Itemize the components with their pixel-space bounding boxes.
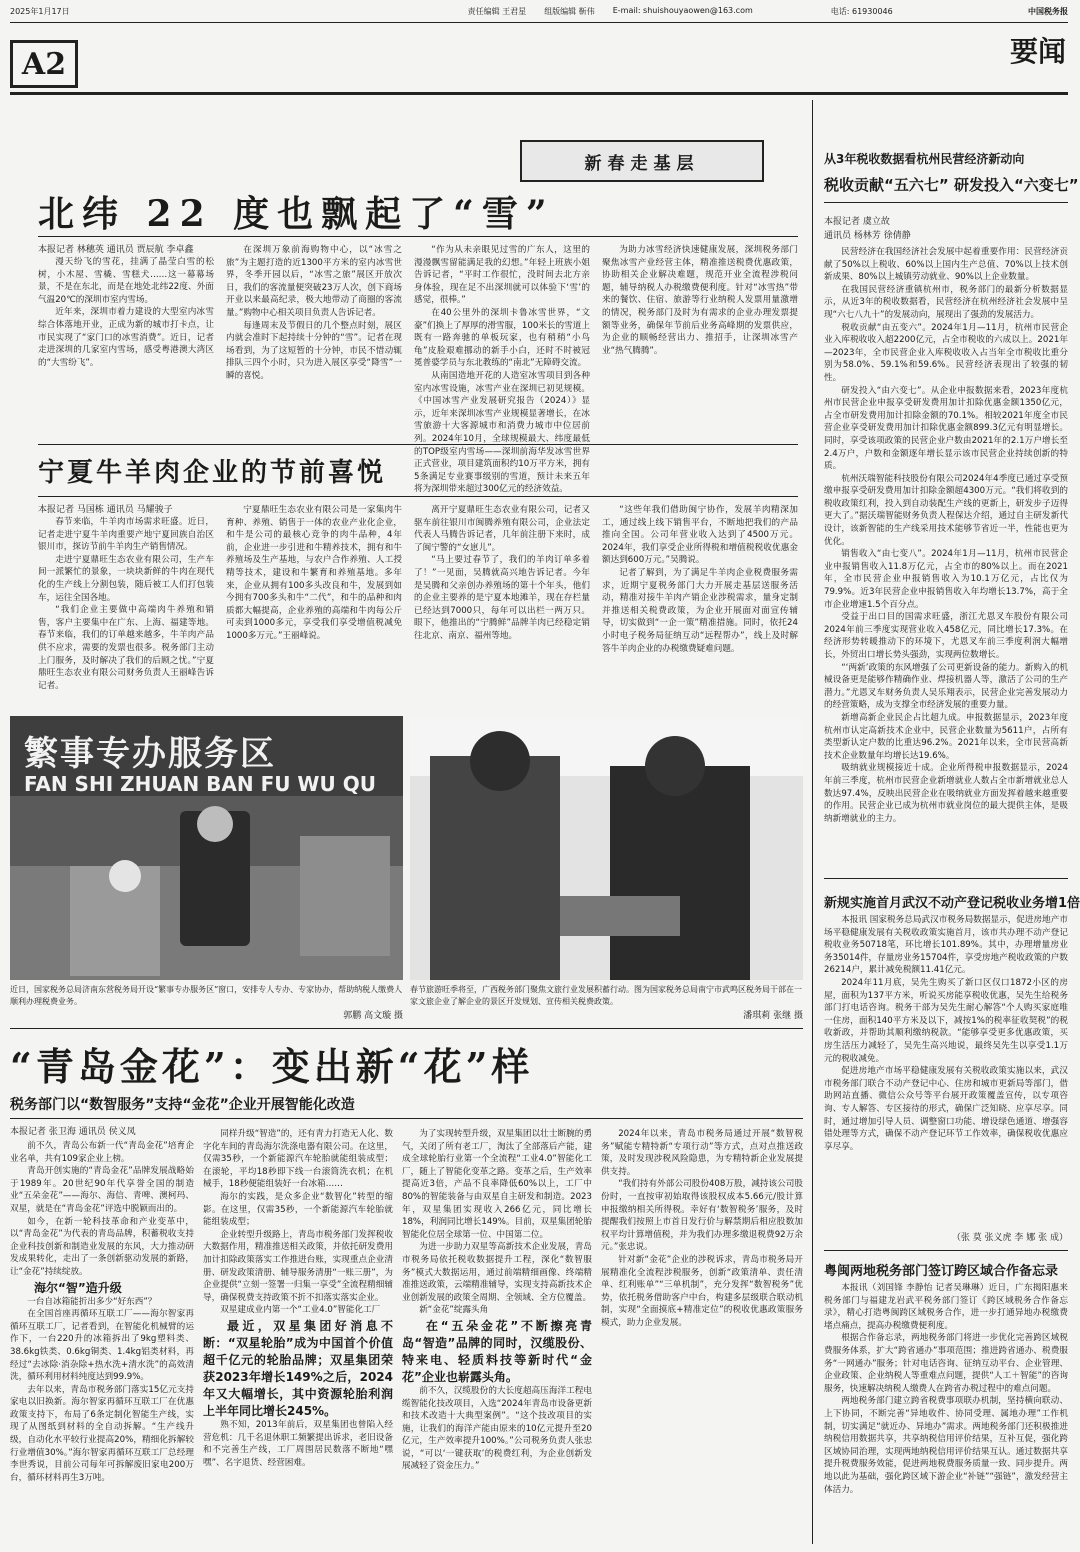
side2-para: 促进房地产市场平稳健康发展有关税收政策实施以来，武汉市税务部门联合不动产登记中心、住房和城市更新局等部门，借助网站直播、微信公众号等平台展开政策覆盖宣传，以专项咨询、专人解答、专区接待的形式，确保广泛知晓、应享尽享。同时，通过增加引导人员、调整窗口功能、增设绿色通道、增强容错处理等方式，确保不动产登记环节工作效率，确保税收优惠应享尽享。: [824, 1066, 1068, 1152]
photo-tax-officer: [410, 716, 803, 980]
photo-service-hall: [10, 716, 403, 980]
article3-para: 新“金花”绽露头角: [419, 1305, 489, 1316]
page-number: A2: [10, 40, 78, 88]
newspaper-name: 中国税务报: [1028, 7, 1068, 16]
article3-col3: [402, 1128, 592, 1544]
article3-para: 一台自冰箱能折出多少“好东西”？: [27, 1296, 157, 1307]
side1-para: 杭州沃瑞智能科技股份有限公司2024年4季度已通过享受预缴申报享受研发费用加计扣除金额超4300万元。“我们将收到的税收政策红利，投入到自动装配生产线的更新上，研发步子迈得更大了。”据沃瑞智能财务负责人程保达介绍，通过自主研发新代设计，该新智能的生产线采用技术能够节省近一半，性能也更为优化。: [824, 473, 1068, 547]
article1-col2: [226, 244, 402, 434]
side3-para: 根据合作备忘录，两地税务部门将进一步优化完善跨区域税费服务体系，扩大“跨省通办”事项范围；推进跨省通办、税费服务“一网通办”服务；针对电话咨询、征纳互动平台、企业管理、企业政策、企业纳税人等重难点问题，提供“人工＋智能”的咨询服务，快速解决纳税人缴费人在跨省办税过程中的难点问题。: [824, 1333, 1068, 1394]
header-designer: 组版编辑 靳伟: [544, 7, 595, 16]
article2-para: 离开宁夏鼎旺生态农业有限公司，记者又驱车前往银川市闽腾养殖有限公司，企业法定代表人马腾告诉记者，几年前注册下来时，成了闽宁警的“女崽儿”。: [414, 505, 590, 553]
article1-byline: 本报记者 林穗英 通讯员 贾辰航 李卓鑫: [38, 245, 194, 255]
article3-para: 企业转型升级路上，青岛市税务部门发挥税收大数据作用，精准推送相关政策，并依托研发费用加计扣除政策落实工作推进台账，实现重点企业清册、研发政策清册、辅导服务清册“一账三册”，为企业提供“立刻一签署一归集一享受”全流程精细辅导，确保税费支持政策不折不扣落实落实企业。: [203, 1229, 393, 1303]
side1-para: 受益于出口目的国需求旺盛，浙江尤恩叉车股份有限公司2024年前三季度实现营业收入458亿元，同比增长17.3%。在经济形势转暖推动下的环境下，尤恩叉车前三季度利润大幅增长，外贸出口增长势头强劲，实现两位数增长。: [824, 612, 1068, 660]
article3-para: 为进一步助力双星等高新技术企业发展，青岛市税务局依托税收数据提升工程，深化“数智服务”模式大数据运用，通过前端精细画像、终端精准推送政策，云端精准辅导，实现支持高新技术企业创新发展的政策全周期、全领域、全方位覆盖。: [402, 1242, 592, 1303]
issue-date: 2025年1月17日: [10, 7, 70, 16]
article1-col1: [38, 256, 214, 434]
side1-para: 研发投入“由六变七”。从企业申报数据来看，2023年度杭州市民营企业申报享受研发费用加计扣除优惠金额1350亿元，占全市研发费用加计扣除金额的70.1%。相较2021年度全市民营企业享受研发费用加计扣除优惠金额899.3亿元有明显增长。同时，享受该项政策的民营企业户数由2021年的2.1万户增长至2.4万户，户数和金额逐年增长显示该市民营企业持续创新的特质。: [824, 385, 1068, 472]
side1-kicker: 从3年税收数据看杭州民营经济新动向: [824, 152, 1025, 166]
article1-rule: [38, 236, 798, 237]
article2-title: 宁夏牛羊肉企业的节前喜悦: [38, 458, 387, 488]
header-email: E-mail: shuishouyaowen@163.com: [612, 6, 753, 15]
masthead-rule: [10, 92, 1068, 95]
side2-credit: （张 莫 张义虎 李 娜 张 成）: [951, 1233, 1068, 1243]
article3-title: “青岛金花”：变出新“花”样: [10, 1044, 534, 1089]
article3-para: 如今，在新一轮科技革命和产业变革中，以“青岛金花”为代表的青岛品牌，积蓄税收支持企业科技创新和制造业发展的东风，大力推动研发成果转化，走出了一条创新驱动发展的新路，让“金花”持续绽放。: [10, 1216, 194, 1277]
article3-para: 青岛开创实施的“青岛金花”品牌发展战略始于1989年。20世纪90年代享誉全国的制造业“五朵金花”——海尔、海信、青啤、澳柯玛、双星，就是在“青岛金花”评选中脱颖而出的。: [10, 1166, 194, 1214]
side3-body: [824, 1282, 1068, 1544]
page-header: [10, 6, 1068, 20]
article3-crosshead: 最近，双星集团好消息不断：“双星轮胎”成为中国首个价值超千亿元的轮胎品牌；双星集团荣获2023年增长149%之后，2024年又大幅增长，其中资源轮胎利润上半年同比增长245%。: [203, 1318, 393, 1418]
article1-col4: [602, 244, 798, 434]
article2-col3: [414, 504, 590, 712]
sidebar-divider: [812, 100, 813, 1544]
article2-top-rule: [38, 444, 798, 445]
side2-body: [824, 914, 1068, 1230]
article3-para: 海尔的实践，是众多企业“数智化”转型的缩影。在这里，仅需35秒，一个新能源汽车轮胎就能组装成型；: [203, 1191, 393, 1228]
article3-para: 前不久，青岛公布新一代“青岛金花”培育企业名单，共有109家企业上榜。: [10, 1141, 194, 1164]
side3-para: 本报讯（刘国锋 李静怡 记者吴琳琳）近日，广东揭阳惠来税务部门与福建龙岩武平税务部门签订《跨区域税务合作备忘录》，精心打造粤闽跨区域税务合作，进一步打通异地办税缴费堵点痛点，提高办税缴费便利度。: [824, 1283, 1068, 1331]
article1-para: 近年来，深圳市着力建设的大型室内冰雪综合体落地开业，正成为新的城市打卡点，让市民实现了“家门口的冰雪消费”。近日，记者走进深圳的几家室内雪场，感受粤港澳大湾区的“大雪纷飞”。: [38, 307, 214, 368]
side1-rule: [824, 202, 1068, 203]
article1-para: 为助力冰雪经济快速健康发展，深圳税务部门聚焦冰雪产业经营主体，精准推送税费优惠政策，协助相关企业解决难题，规范开业全流程涉税问题，辅导纳税人办税缴费便利度。针对“冰雪热”带来的餐饮、住宿、旅游等行业纳税人发票用量激增的情况，税务部门及时为有需求的企业办理发票提额等业务，确保年节前后业务高峰期的发票供应，为企业的顺畅经营出力、推招手，让深圳冰雪产业“热气腾腾”。: [602, 245, 798, 356]
side3-para: 两地税务部门建立跨省税费事项联办机制，坚持横向联动、上下协同，不断完善“异地收件、协同受理、属地办理”工作机制，切实满足“就近办、异地办”需求。两地税务部门还积极推进纳税信用数据共享，共享纳税信用评价结果，互补互促，强化跨区域协同治理，实现两地纳税信用评价结果互认。通过数据共享提升税费服务效能，促进两地税费服务质量一致、同步提升。两地以此为基础，强化跨区域下游企业“补链”“强链”，激发经营主体活力。: [824, 1396, 1068, 1495]
section-name: 要闻: [1009, 35, 1066, 68]
side1-para: 吸纳就业规模接近十成。企业所得税申报数据显示，2024年前三季度，杭州市民营企业新增就业人数占全市新增就业总人数达97.4%，反映出民营企业在吸纳就业方面发挥着越来越重要的作用。民营企业已成为杭州市就业岗位的最大提供主体，是吸纳新增就业的主力。: [824, 763, 1068, 824]
article3-top-rule: [10, 1028, 803, 1029]
article3-crosshead: 在“五朵金花”不断擦亮青岛“智造”品牌的同时，汉缆股份、特来电、轻质料技等新时代“金花”企业也崭露头角。: [402, 1318, 592, 1384]
side1-para: 在我国民营经济重镇杭州市，税务部门的最新分析数据显示，从近3年的税收数据看，民营经济在杭州经济社会发展中呈现“六七八九十”的发展动向，展现出了强劲的发展活力。: [824, 284, 1068, 320]
header-rule: [10, 22, 1068, 23]
article2-para: 走进宁夏鼎旺生态农业有限公司，生产车间一派繁忙的景象，一块块新鲜的牛肉在现代化的生产线上分割包装，随后被工人们打包装车，运往全国各地。: [38, 554, 214, 603]
article1-para: 在深圳万象前海购物中心，以“冰雪之旅”为主题打造的近1300平方米的室内冰雪世界，冬季开园以后，“冰雪之旅”展区开放次日，我们的客流量便突破23万人次，创下商场开业以来最高纪录，极大地带动了商圈的客流量。”购物中心相关项目负责人告诉记者。: [226, 245, 402, 318]
article1-para: 从南国造地开花的人造室冰雪项目到各种室内冰雪设施，冰雪产业在深圳已初见规模。《中国冰雪产业发展研究报告（2024）》显示，近年来深圳冰雪产业规模显著增长，在冰雪旅游十大客源城市和消费力城市中位居前列。2024年10月，全球规模最大、纬度最低的TOP级室内雪场——深圳前海华发冰雪世界正式营业，项目建筑面积约10万平方米，拥有5条满足专业赛事级别的雪道，预计未来五年将为深圳带来超过300亿元的经济效益。: [414, 370, 590, 495]
article1-para: 每逢周末及节假日的几个整点时刻，展区内就会准时下起持续十分钟的“雪”。记者在现场看到，为了这短暂的十分钟，市民不惜动辄排队三四个小时，只为进入展区享受“降雪”一瞬的喜悦。: [226, 320, 402, 381]
article2-para: “这些年我们借助闽宁协作，发展羊肉精深加工，通过线上线下销售平台，不断地把我们的产品推向全国。公司年营业收入达到了4500万元。2024年，我们享受企业所得税和增值税税收优惠金额达到600万元。”吴腾说。: [602, 505, 798, 566]
side2-para: 本报讯 国家税务总局武汉市税务局数据显示，促进房地产市场平稳健康发展有关税收政策实施首月，该市共办理不动产登记税收业务50718笔，环比增长101.89%。其中，办理增量房业务35014件，存量房业务15704件，享受房地产税收政策的户数26214户，累计减免税额11.41亿元。: [824, 915, 1068, 976]
article3-col1: [10, 1140, 194, 1544]
photo-left-caption: 近日，国家税务总局济南东营税务局开设“繁事专办服务区”窗口，安排专人专办、专家协办，帮助纳税人缴费人顺利办理税费业务。: [10, 985, 403, 1006]
article3-para: 针对新“金花”企业的涉税诉求，青岛市税务局开展精准化全流程涉税服务，创新“政策清单、责任清单、红利账单”“三单机制”，充分发挥“数智税务”优势，依托税务借助客户中台，构建多层级联合联动机制，实现“全面摸底+精准定位”的税收优惠政策服务模式，助力企业发展。: [601, 1254, 803, 1328]
photo-right-credit: 潘琪莉 张继 摄: [743, 1011, 803, 1021]
article2-para: 春节来临，牛羊肉市场需求旺盛。近日，记者走进宁夏牛羊肉重要产地宁夏回族自治区银川市，探访节前牛羊肉生产销售情况。: [38, 517, 214, 553]
service-sign-pinyin: FAN SHI ZHUAN BAN FU WU QU: [24, 772, 376, 796]
side2-para: 2024年11月底，吴先生购买了新口区仅口1872小区的房屋，面积为137平方米，听说买房能享税收优惠，吴先生给税务部门打电话咨询。税务干部为吴先生耐心解答“个人购买家庭唯一住房，面积140平方米及以下，减按1%的税率征收契税”的税收新政，并帮助其顺利缴纳税款。“能够享受更多优惠政策，买房生活压力减轻了，吴先生高兴地说，最终吴先生以享受1.1万元的税收减免。: [824, 977, 1068, 1064]
article3-para: 前不久，汉缆股份的大长度超高压海洋工程电缆智能化技改项目，入选“2024年青岛市设备更新和技术改造十大典型案例”。“这个技改项目的实施，让我们的海洋产能由原来的10亿元提升至20亿元，生产效率提升100%。”公司税务负责人张忠说，“可以‘一键获取’的税费红利，为企业创新发展减轻了资金压力。”: [402, 1385, 592, 1472]
side1-para: 民营经济在我国经济社会发展中起着重要作用：民营经济贡献了50%以上税收、60%以上国内生产总值、70%以上技术创新成果、80%以上城镇劳动就业、90%以上企业数量。: [824, 247, 1068, 283]
article1-para: 在40公里外的深圳卡鲁冰雪世界，“文豪”们换上了厚厚的滑雪服，100米长的雪道上既有一路奔驰的单板玩家，也有稍稍“小鸟龟”皮脸艰难挪动的新手小白，还时不时被冠冕普婆学员与东北教练的“南北”无障碍交流。: [414, 307, 590, 369]
article1-title: 北纬 22 度也飘起了“雪”: [38, 193, 555, 235]
article2-para: “我们企业主要做中高端肉牛养殖和销售，客户主要集中在广东、上海、福建等地。春节来临，我们的订单越来越多，牛羊肉产品供不应求，需要的发票也很多。税务部门主动上门服务，及时解决了我们的后顾之忧。”宁夏鼎旺生态农业有限公司财务负责人王丽峰告诉记者。: [38, 605, 214, 691]
side1-para: 税收贡献“由五变六”。2024年1月—11月，杭州市民营企业入库税收收入超2200亿元，占全市税收的六成以上。2021年—2023年，全市民营企业入库税收收入占当年全市税收比重分别为58.0%、59.1%和59.6%。民营经济表现出了较强的韧性。: [824, 322, 1068, 383]
article1-para: 漫天纷飞的雪花，挂满了晶莹白雪的松树，小木屋、雪橇、雪糕犬……这一幕幕场景，不是在东北，而是在地处北纬22度、外面气温20℃的深圳市室内雪场。: [38, 257, 214, 305]
side1-para: 新增高新企业民企占比超九成。申报数据显示，2023年度杭州市认定高新技术企业中，民营企业数量为5611户，占所有类型新认定户数的比重达96.2%。2021年以来，全市民营高新技术企业数量年均增长达19.6%。: [824, 712, 1068, 761]
article2-col1: [38, 516, 214, 712]
article2-para: “马上要过春节了，我们的羊肉订单多着了！”一见面，吴腾就高兴地告诉记者。今年是吴腾和父亲创办养殖场的第十个年头，他们的企业主要养的是宁夏本地滩羊，现在存栏量已经达到7000只，每年可以出栏一两万只。眼下，他推出的“宁腾鲜”品牌羊肉已经稳定销往北京、南京、福州等地。: [414, 555, 590, 641]
side2-title: 新规实施首月武汉不动产登记税收业务增1倍: [824, 896, 1080, 911]
article3-para: 同样升级“智造”的，还有青力打造无人化、数字化车间的青岛海尔洗涤电器有限公司。在这里，仅需35秒，一个新能源汽车轮胎就能组装成型；在滚轮，平均18秒即下线一台滚筒洗衣机；在机械手，18秒便能组装好一台冰箱……: [203, 1129, 393, 1190]
article3-col2: [203, 1128, 393, 1544]
article2-col2: [226, 504, 402, 712]
service-sign: 繁事专办服务区: [24, 734, 276, 774]
side1-para: 销售收入“由七变八”。2024年1月—11月，杭州市民营企业申报销售收入11.8万亿元，占全市的80%以上。而在2021年，全市民营企业申报销售收入为10.1万亿元，占比仅为79.9%。近3年民营企业申报销售收入年均增长13.7%，高于全市企业增速1.5个百分点。: [824, 549, 1068, 610]
side1-byline2: 通讯员 杨林芳 徐倩静: [824, 231, 911, 241]
photo-left-credit: 郭鹏 高文璇 摄: [343, 1011, 403, 1021]
article1-col3: [414, 244, 590, 495]
side1-byline1: 本报记者 虞立故: [824, 217, 890, 227]
article2-rule: [38, 496, 798, 497]
header-phone: 电话: 61930046: [830, 7, 893, 16]
photo-right-caption: 春节旅游旺季将至，广西税务部门聚焦文旅行业发展积蓄行动。图为国家税务总局南宁市武鸣区税务局干部在一家文旅企业了解企业的景区开发规划、宣传相关税费政策。: [410, 985, 802, 1006]
side3-top-rule: [824, 1250, 1068, 1251]
header-editor: 责任编辑 王君星: [467, 7, 527, 16]
article2-para: 宁夏鼎旺生态农业有限公司是一家集肉牛育种、养殖、销售于一体的农业产业化企业，和牛是公司的最核心竞争的肉牛品种，4年前，企业进一步引进和牛精养技术，拥有和牛养殖场及生产基地，与农户合作养殖、人工授精等技术，建设和牛繁育和养殖基地。多年来，企业从拥有100多头改良和牛，发展到如今拥有700多头和牛“二代”，和牛的品种和肉质都大幅提高，企业养殖的高端和牛肉每公斤可卖到1000多元，享受我们享受增值税减免1000多万元。”王丽峰说。: [226, 505, 402, 641]
article3-byline: 本报记者 张卫海 通讯员 侯义凤: [10, 1127, 136, 1137]
article3-para: 去年以来，青岛市税务部门落实15亿元支持家电以旧换新。海尔智家再循环互联工厂在优惠政策支持下，布局了6条定制化智能生产线，实现了从图纸到材料的全自动拆解。“生产线升级，自动化水平较行业提高20%，精细化拆解较行业增值30%。”海尔智家再循环互联工厂总经理李世秀说，目前公司每年可拆解废旧家电200万台，循环材料再生3万吨。: [10, 1384, 194, 1483]
side1-title: 税收贡献“五六七” 研发投入“六变七”: [824, 176, 1079, 194]
article1-para: “作为从未亲眼见过雪的广东人，这里的漫漫飘雪留能满足我的幻想。”年轻上班族小姐告诉记者，“平时工作很忙，没时间去北方亲身体验，现在足不出深圳就可以体验下‘雪’的感觉，很棒。”: [414, 245, 590, 306]
article3-rule: [10, 1118, 803, 1119]
article3-subtitle: 税务部门以“数智服务”支持“金花”企业开展智能化改造: [10, 1097, 355, 1113]
feature-banner: 新春走基层: [520, 140, 764, 182]
article3-crosshead: 海尔“智”造升级: [34, 1280, 122, 1295]
side2-top-rule: [824, 878, 1068, 879]
side1-body: [824, 246, 1068, 870]
article3-para: 2024年以来，青岛市税务局通过开展“数智税务”赋能专精特新“专项行动”等方式，点对点推送政策，及时发现涉税风险隐患，为专精特新企业发展提供支持。: [601, 1129, 803, 1177]
article3-para: 为了实现转型升级，双星集团以壮士断腕的勇气，关闭了所有老工厂，淘汰了全部落后产能，建成全球轮胎行业第一个全流程“工业4.0”智能化工厂，随上了智能化变革之路。变革之后，生产效率提高近3倍，产品不良率降低60%以上，工厂中80%的智能装备与由双星自主研发和制造。2023年，双星集团实现收入266亿元，同比增长18%，利润同比增长149%。目前，双星集团轮胎智能化位居全球第一位、中国第二位。: [402, 1129, 592, 1240]
article3-para: 双星建成业内第一个“工业4.0”智能化工厂: [220, 1305, 381, 1316]
article2-para: 记者了解到，为了满足牛羊肉企业税费服务需求，近期宁夏税务部门大力开展走基层送服务活动，精准对接牛羊肉产销企业涉税需求，量身定制并推送相关税费政策，为企业开展面对面宣传辅导，切实做到“一企一策”精准措施。同时，依托24小时电子税务局征纳互动“远程帮办”，线上及时解答牛羊肉企业的办税缴费疑难问题。: [602, 567, 798, 654]
article2-col4: [602, 504, 798, 712]
side3-title: 粤闽两地税务部门签订跨区域合作备忘录: [824, 1264, 1059, 1279]
article3-para: 熟不知，2013年前后，双星集团也曾陷入经营危机：几千名退休职工频繁提出诉求，老旧设备和不完善生产线，工厂周围居民数落不断地“嘿嘿”、名字退货、经营困难。: [203, 1419, 393, 1468]
article2-byline: 本报记者 马国栋 通讯员 马耀骏子: [38, 505, 173, 515]
article3-para: “我们持有外部公司股份408万股，减持该公司股份时，一直按审初始取得该股权成本5.66元/股计算申报缴纳相关所得税。幸好有‘数智税务’服务，及时提醒我们按照上市首日发行价与解禁期后相应股数加权平均计算增值税，并为我们办理多缴退税费92万余元。”张忠说。: [601, 1179, 803, 1253]
article3-para: 在全国首座再循环互联工厂——海尔智家再循环互联工厂，记者看到，在智能化机械臂的运作下，一台220升的冰箱拆出了9kg塑料类、38.6kg铁类、0.6kg铜类、1.4kg铝类材料，再经过“去冰除·消杂除+热水洗+清水洗”的高效清洗，循环利用材料纯度达到99.9%。: [10, 1309, 194, 1383]
side1-para: “‘两新’政策的东风增强了公司更新设备的能力。新购入的机械设备更是能够作精确作业、焊接机器人等，激活了公司的生产潜力。”尤恩叉车财务负责人吴乐翔表示，民营企业完善发展动力的经营策略，成为支撑全市经济发展的重要力量。: [824, 662, 1068, 711]
article3-col4: [601, 1128, 803, 1544]
